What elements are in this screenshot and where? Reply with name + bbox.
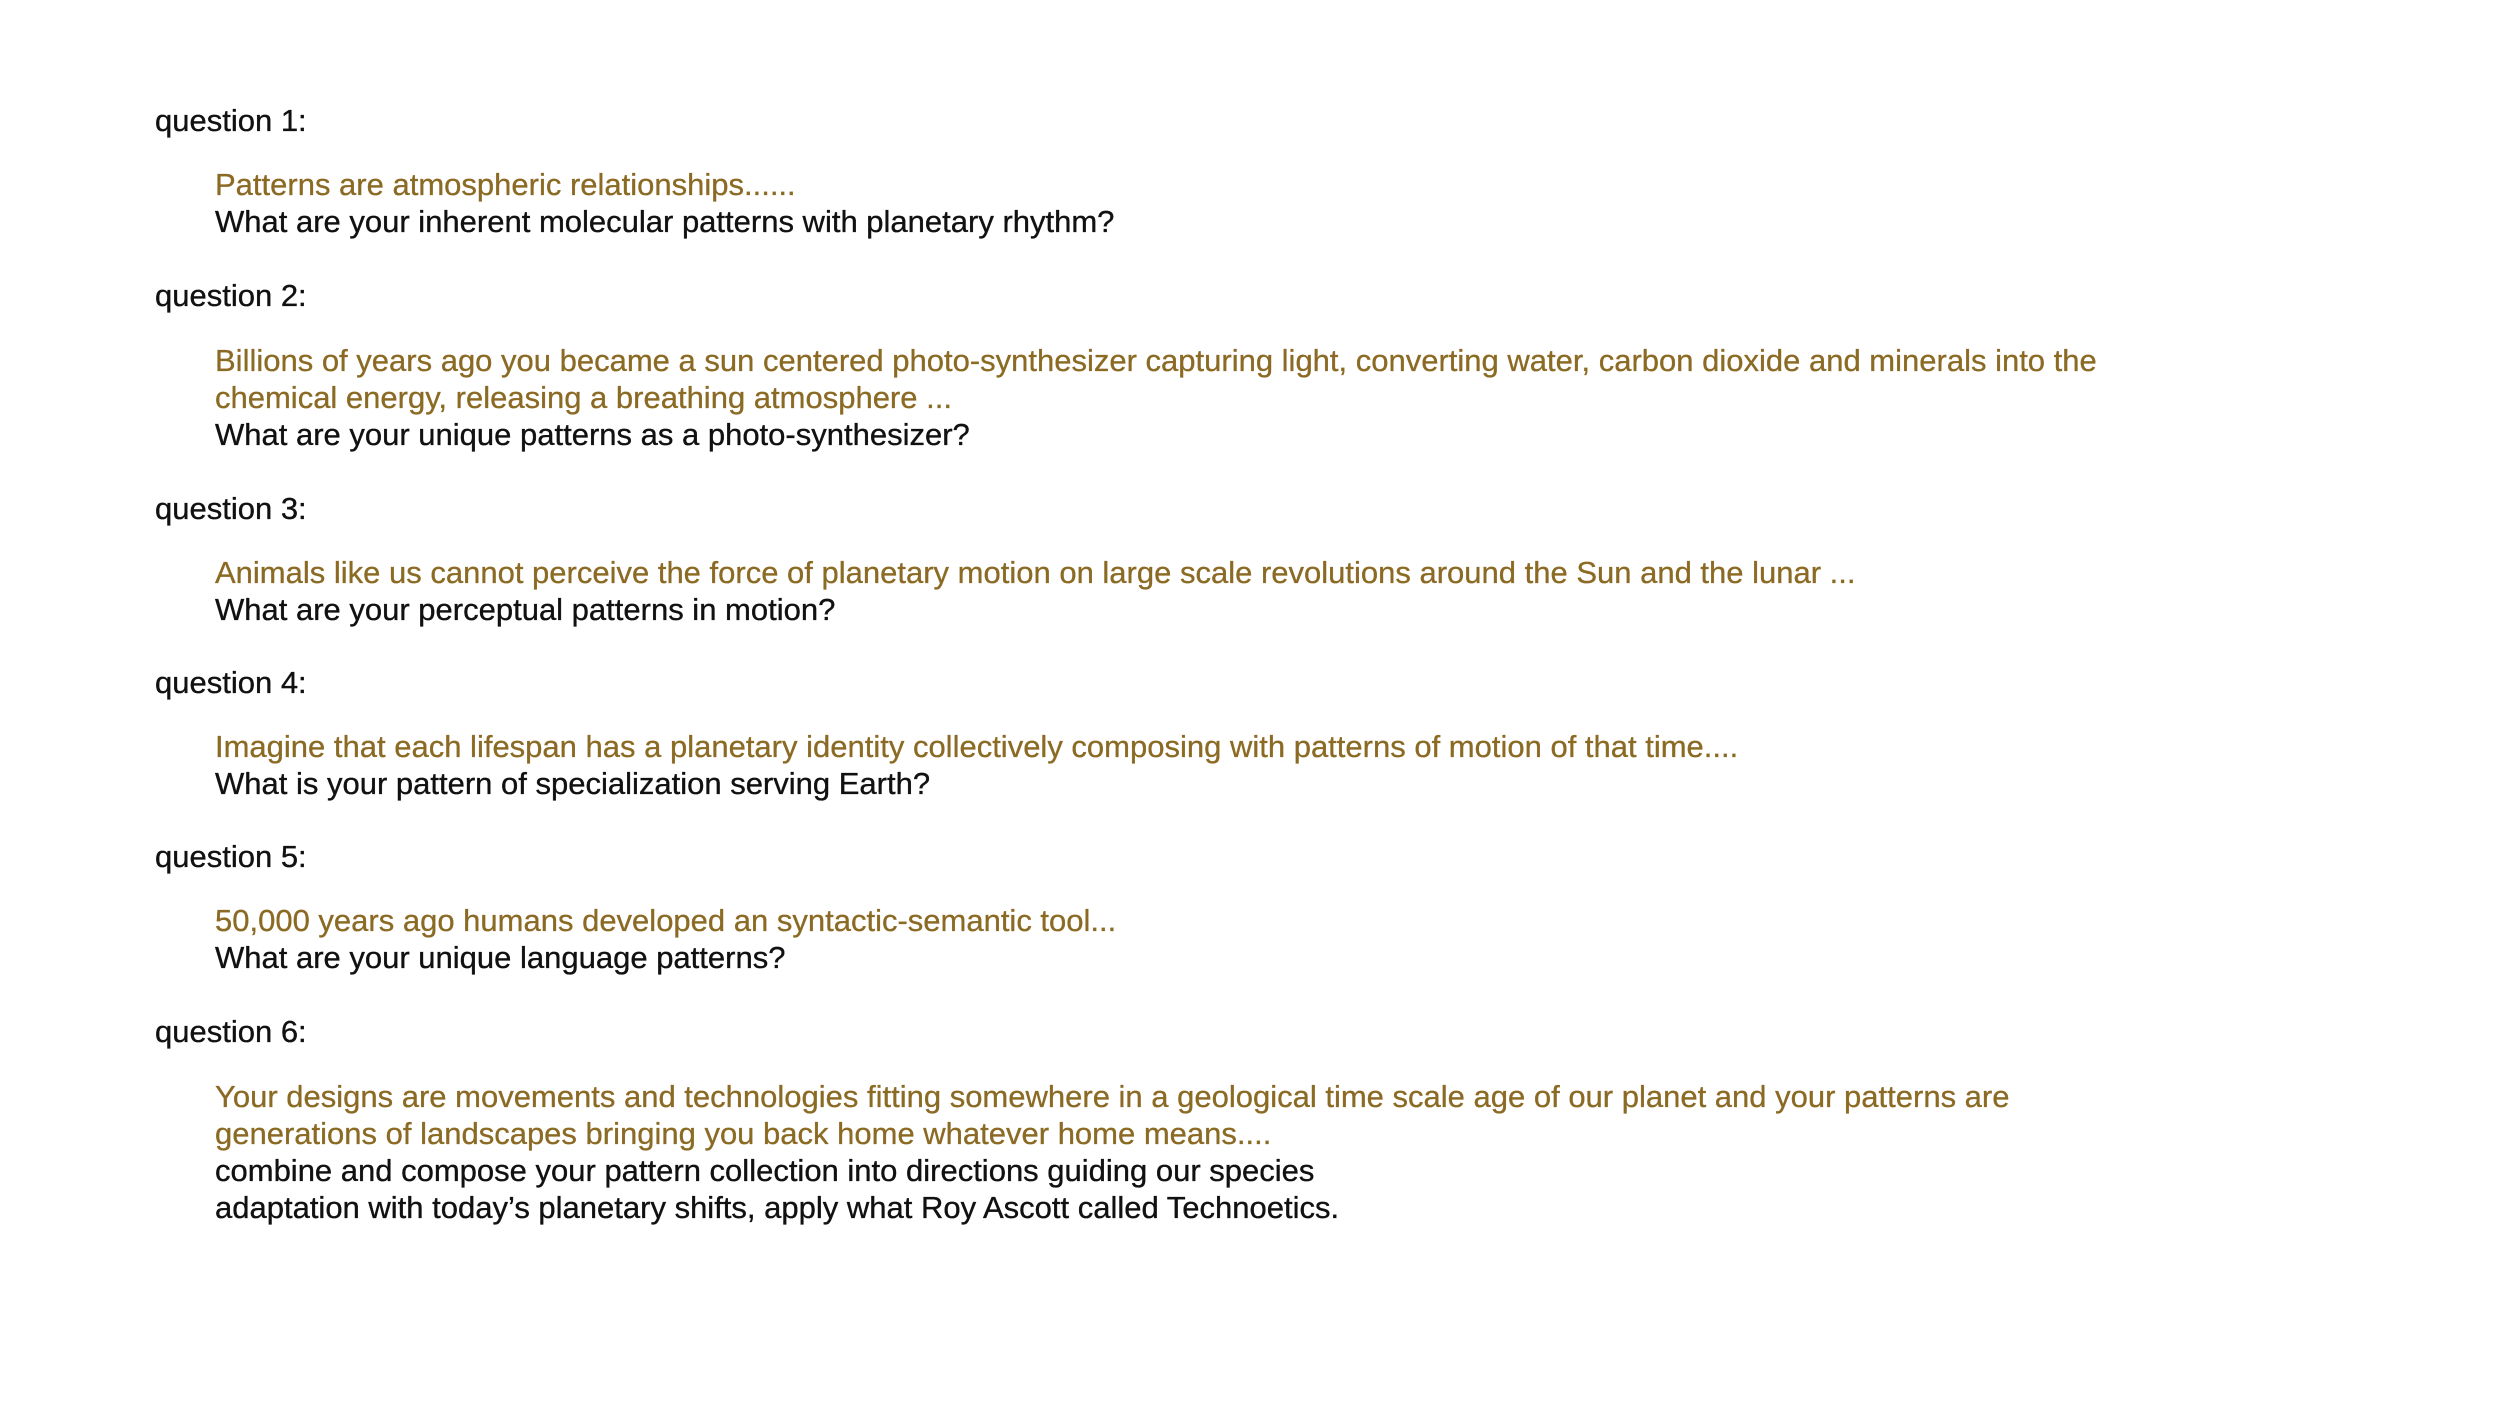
prompt-text: 50,000 years ago humans developed an syntactic-semantic tool... — [215, 903, 1117, 938]
prompt-text: chemical energy, releasing a breathing atmosphere ... — [215, 380, 952, 415]
question-text: What are your perceptual patterns in motion? — [215, 592, 836, 627]
prompt-text: Animals like us cannot perceive the force of planetary motion on large scale revolutions around the Sun and the lunar ... — [215, 555, 1856, 590]
question-text: What are your inherent molecular patterns with planetary rhythm? — [215, 204, 1115, 239]
question-text: adaptation with today’s planetary shifts, apply what Roy Ascott called Technoetics. — [215, 1190, 1340, 1225]
prompt-text: Billions of years ago you became a sun centered photo-synthesizer capturing light, converting water, carbon dioxide and minerals into the — [215, 343, 2097, 378]
question-heading: question 1: — [155, 103, 307, 138]
question-heading: question 5: — [155, 839, 307, 874]
question-text: What are your unique language patterns? — [215, 940, 786, 975]
question-body — [215, 902, 2315, 976]
prompt-text: Your designs are movements and technologies fitting somewhere in a geological time scale age of our planet and your patterns are — [215, 1079, 2010, 1114]
question-body — [215, 166, 2315, 240]
question-heading: question 4: — [155, 665, 307, 700]
question-body — [215, 342, 2315, 453]
question-text: What is your pattern of specialization serving Earth? — [215, 766, 931, 801]
question-heading: question 2: — [155, 278, 307, 313]
question-text: What are your unique patterns as a photo-synthesizer? — [215, 417, 970, 452]
question-text: combine and compose your pattern collection into directions guiding our species — [215, 1153, 1315, 1188]
question-heading: question 6: — [155, 1014, 307, 1049]
prompt-text: Imagine that each lifespan has a planetary identity collectively composing with patterns of motion of that time.... — [215, 729, 1739, 764]
question-body — [215, 1078, 2315, 1226]
question-body — [215, 554, 2315, 628]
prompt-text: Patterns are atmospheric relationships...... — [215, 167, 796, 202]
prompt-text: generations of landscapes bringing you back home whatever home means.... — [215, 1116, 1272, 1151]
question-heading: question 3: — [155, 491, 307, 526]
question-body — [215, 728, 2315, 802]
